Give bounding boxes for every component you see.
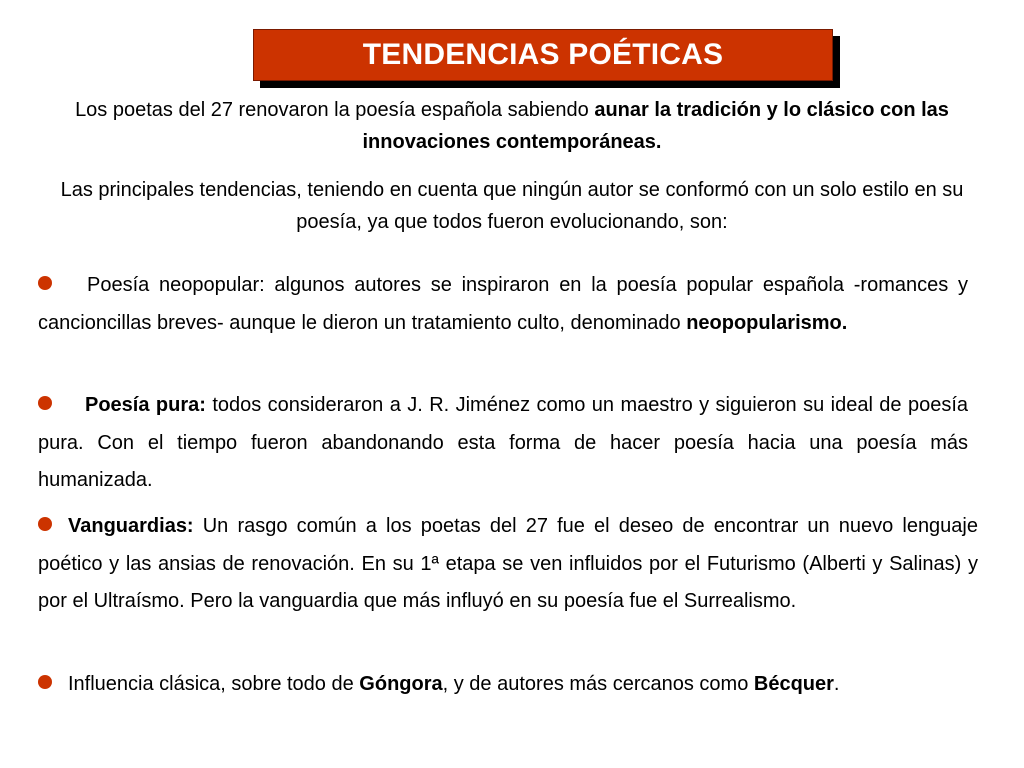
list-item <box>38 508 978 621</box>
item-bold: Poesía pura: <box>85 394 206 416</box>
item-bold: Vanguardias: <box>68 515 194 537</box>
intro-1-bold: aunar la tradición y lo clásico con las innovaciones contemporáneas. <box>362 99 949 153</box>
item-bold-becquer: Bécquer <box>753 673 834 695</box>
item-text: Un rasgo común a los poetas del 27 fue el deseo de encontrar un nuevo lenguaje poético y las ansias de renovación. En su 1ª etapa se ven influidos por el Futurismo (Alberti y Salinas) y por el Ultraísmo. Pero la vanguardia que más influyó en su poesía fue el Surrealismo. <box>38 515 978 612</box>
list-item <box>38 267 968 342</box>
item-text: Influencia clásica, sobre todo de <box>68 673 360 695</box>
bullet-icon <box>38 675 52 689</box>
list-item <box>38 666 978 704</box>
item-text: todos consideraron a J. R. Jiménez como un maestro y siguieron su ideal de poesía pura. Con el tiempo fueron abandonando esta forma de hacer poesía hacia una poesía más humanizada. <box>38 394 968 491</box>
item-bold-gongora: Góngora <box>359 673 443 695</box>
page-title: TENDENCIAS POÉTICAS <box>362 38 724 71</box>
item-text: , y de autores más cercanos como <box>442 673 754 695</box>
item-text: Poesía neopopular: algunos autores se inspiraron en la poesía popular española -romances y cancioncillas breves- aunque le dieron un tratamiento culto, denominado <box>38 274 968 334</box>
intro-paragraph-1 <box>30 94 994 158</box>
intro-2-text: Las principales tendencias, teniendo en cuenta que ningún autor se conformó con un solo estilo en su poesía, ya que todos fueron evolucionando, son: <box>60 179 964 233</box>
item-bold: neopopularismo. <box>686 311 848 334</box>
title-banner <box>253 29 833 81</box>
bullet-icon <box>38 517 52 531</box>
bullet-icon <box>38 396 52 410</box>
list-item <box>38 387 968 500</box>
intro-1-text: Los poetas del 27 renovaron la poesía española sabiendo <box>75 99 595 121</box>
item-text: . <box>833 673 840 695</box>
bullet-icon <box>38 276 52 290</box>
intro-paragraph-2 <box>30 174 994 238</box>
